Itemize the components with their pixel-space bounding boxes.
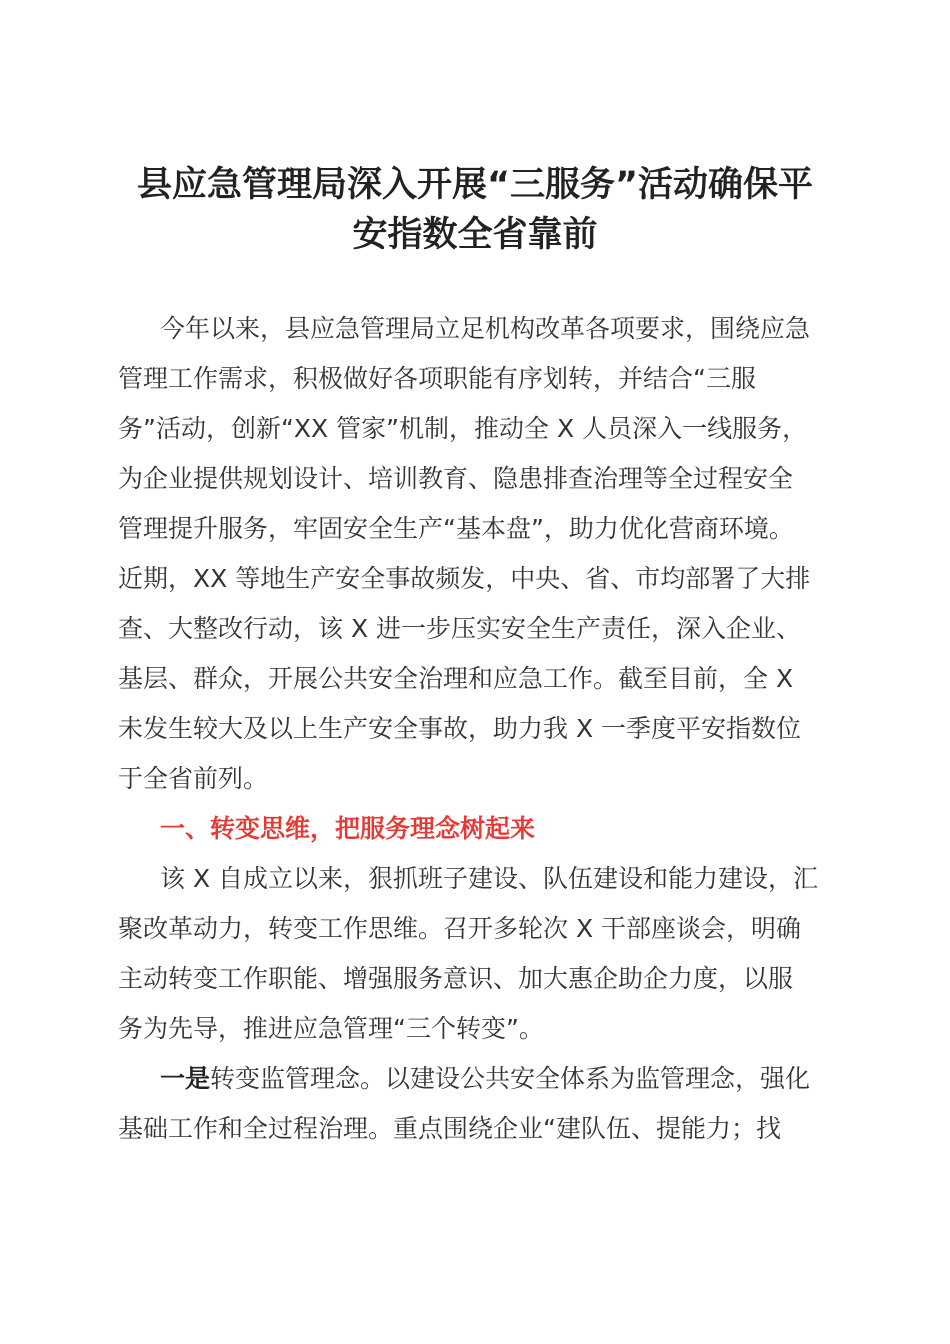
point-1-text: 转变监管理念。以建设公共安全体系为监管理念，强化 xyxy=(210,1064,811,1093)
intro-line-4: 为企业提供规划设计、培训教育、隐患排查治理等全过程安全 xyxy=(118,464,794,493)
intro-line-7: 查、大整改行动，该 X 进一步压实安全生产责任，深入企业、 xyxy=(118,614,802,643)
document-title-line-1: 县应急管理局深入开展“三服务”活动确保平 xyxy=(136,165,813,205)
point-1-line-1 xyxy=(160,1066,880,1091)
intro-line-9: 未发生较大及以上生产安全事故，助力我 X 一季度平安指数位 xyxy=(118,714,802,743)
intro-line-6: 近期，XX 等地生产安全事故频发，中央、省、市均部署了大排 xyxy=(118,564,811,593)
section-1-heading: 一、转变思维，把服务理念树起来 xyxy=(160,814,536,843)
section-1-line-2: 聚改革动力，转变工作思维。召开多轮次 X 干部座谈会，明确 xyxy=(118,914,802,943)
intro-line-2: 管理工作需求，积极做好各项职能有序划转，并结合“三服 xyxy=(118,364,756,393)
intro-line-8: 基层、群众，开展公共安全治理和应急工作。截至目前，全 X xyxy=(118,664,794,693)
intro-line-1: 今年以来，县应急管理局立足机构改革各项要求，围绕应急 xyxy=(160,314,811,343)
section-1-line-3: 主动转变工作职能、增强服务意识、加大惠企助企力度，以服 xyxy=(118,964,794,993)
document-title-line-2: 安指数全省靠前 xyxy=(352,215,598,255)
intro-line-10: 于全省前列。 xyxy=(118,764,269,793)
intro-line-5: 管理提升服务，牢固安全生产“基本盘”，助力优化营商环境。 xyxy=(118,514,794,543)
section-1-line-4: 务为先导，推进应急管理“三个转变”。 xyxy=(118,1014,544,1043)
point-1-line-2: 基础工作和全过程治理。重点围绕企业“建队伍、提能力；找 xyxy=(118,1114,781,1143)
point-1-lead: 一是 xyxy=(160,1064,211,1093)
intro-line-3: 务”活动，创新“XX 管家”机制，推动全 X 人员深入一线服务， xyxy=(118,414,808,443)
section-1-line-1: 该 X 自成立以来，狠抓班子建设、队伍建设和能力建设，汇 xyxy=(160,864,819,893)
